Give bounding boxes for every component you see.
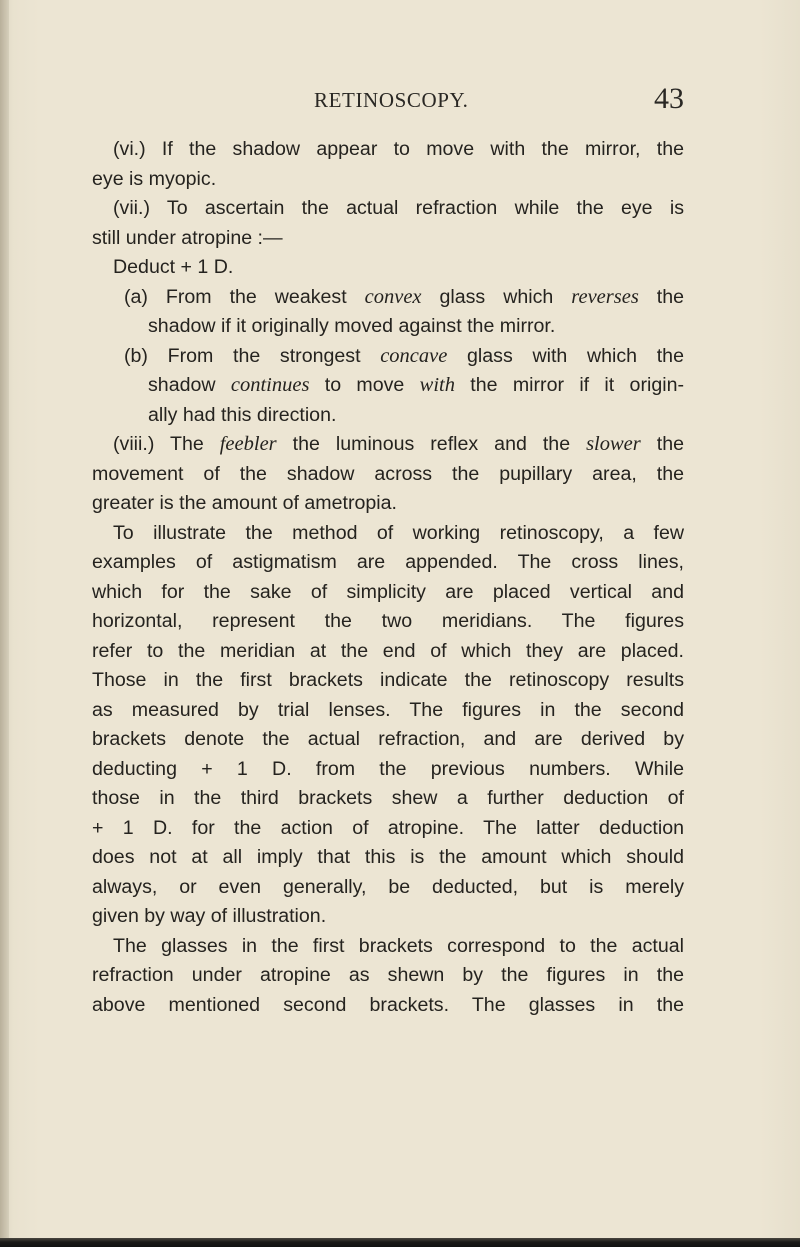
text-line [92, 430, 684, 460]
emphasis-convex: convex [364, 285, 422, 308]
paragraph-vi [92, 135, 684, 194]
paragraph-a [92, 283, 684, 342]
emphasis-slower: slower [586, 433, 641, 455]
text-line: shadow if it originally moved against the mirror. [148, 315, 556, 337]
paragraph-vii [92, 194, 684, 283]
text-line: horizontal, represent the two meridians. The figures [92, 610, 684, 632]
text-line: Those in the first brackets indicate the retinoscopy results [92, 669, 684, 691]
text-run: shadow [148, 374, 231, 396]
text-line: deducting + 1 D. from the previous numbers. While [92, 757, 684, 780]
text-run: (a) From the weakest [124, 285, 365, 308]
text-line: which for the sake of simplicity are placed vertical and [92, 580, 684, 603]
text-run: glass which [421, 285, 572, 308]
emphasis-with: with [419, 374, 455, 396]
text-line: still under atropine :— [92, 226, 283, 249]
text-line: brackets denote the actual refraction, and are derived by [92, 728, 684, 750]
text-line: above mentioned second brackets. The glasses in the [92, 993, 684, 1016]
emphasis-concave: concave [380, 344, 448, 367]
text-line: (vi.) If the shadow appear to move with the mirror, the [113, 138, 684, 160]
text-run: the [638, 285, 684, 308]
text-line: ally had this direction. [148, 403, 337, 426]
text-line: To illustrate the method of working retinoscopy, a few [113, 521, 684, 544]
text-run: to move [309, 374, 420, 396]
emphasis-feebler: feebler [219, 433, 277, 455]
emphasis-reverses: reverses [571, 285, 639, 308]
text-run: the luminous reflex and the [276, 433, 587, 455]
text-line: as measured by trial lenses. The figures in the second [92, 698, 684, 721]
emphasis-continues: continues [230, 374, 310, 396]
text-line: + 1 D. for the action of atropine. The latter deduction [92, 816, 684, 839]
text-line: The glasses in the first brackets correspond to the actual [113, 934, 684, 957]
text-line: greater is the amount of ametropia. [92, 492, 397, 514]
page-gutter-shadow [0, 0, 9, 1247]
text-line: always, or even generally, be deducted, but is merely [92, 875, 684, 898]
text-line: given by way of illustration. [92, 905, 327, 927]
text-line: examples of astigmatism are appended. The cross lines, [92, 551, 684, 573]
text-run: the [640, 433, 684, 455]
paragraph-glasses [92, 932, 684, 1021]
text-line: does not at all imply that this is the amount which should [92, 846, 684, 868]
text-run: (viii.) The [113, 433, 220, 455]
paragraph-b [92, 342, 684, 431]
running-title: RETINOSCOPY. [314, 88, 469, 112]
text-run: (b) From the strongest [124, 344, 381, 367]
scan-bottom-edge [0, 1238, 800, 1247]
paragraph-illustrate [92, 519, 684, 932]
text-run: glass with which the [447, 344, 684, 367]
text-line: (vii.) To ascertain the actual refraction while the eye is [113, 197, 684, 219]
text-line [92, 371, 684, 401]
text-line: eye is myopic. [92, 167, 217, 190]
page-body [92, 135, 684, 1020]
text-line [92, 283, 684, 313]
text-line: refraction under atropine as shewn by the figures in the [92, 964, 684, 986]
page-number: 43 [654, 82, 684, 115]
text-line: refer to the meridian at the end of which they are placed. [92, 639, 684, 662]
text-line [92, 342, 684, 372]
text-line: movement of the shadow across the pupillary area, the [92, 462, 684, 485]
deduct-line: Deduct + 1 D. [113, 256, 234, 278]
text-line: those in the third brackets shew a further deduction of [92, 787, 684, 809]
page-header [0, 82, 800, 118]
paragraph-viii [92, 430, 684, 519]
text-run: the mirror if it origin- [454, 374, 684, 396]
